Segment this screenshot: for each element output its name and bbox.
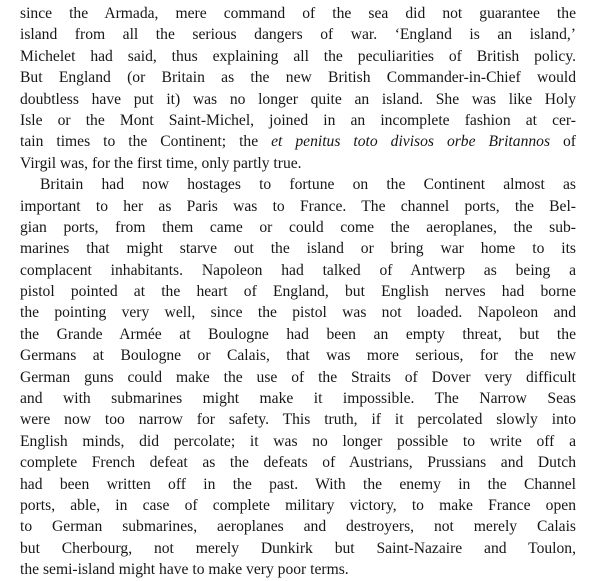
latin-quotation: et penitus toto divisos orbe Britannos <box>271 133 551 151</box>
text-line: pistol pointed at the heart of England, but English nerves had borne <box>20 283 576 301</box>
text-line: Virgil was, for the first time, only partly true. <box>20 154 302 172</box>
text-segment: of <box>550 133 576 151</box>
paragraph-1 <box>20 3 576 174</box>
text-line: were now too narrow for safety. This truth, if it percolated slowly into <box>20 411 576 429</box>
text-line: Germans at Boulogne or Calais, that was more serious, for the new <box>20 347 576 365</box>
text-segment: tain times to the Continent; the <box>20 133 272 151</box>
book-page <box>20 3 576 581</box>
text-line <box>20 131 576 152</box>
text-line: the semi-island might have to make very poor terms. <box>20 561 349 579</box>
text-line: ports, able, in case of complete military victory, to make France open <box>20 496 576 514</box>
text-line: German guns could make the use of the Straits of Dover very difficult <box>20 368 576 386</box>
text-line: But England (or Britain as the new British Commander-in-Chief would <box>20 69 576 87</box>
text-line: Isle or the Mont Saint-Michel, joined in an incomplete fashion at cer- <box>20 111 576 129</box>
text-line: to German submarines, aeroplanes and destroyers, not merely Calais <box>20 518 576 536</box>
text-line: since the Armada, mere command of the sea did not guarantee the <box>20 5 576 22</box>
text-line: doubtless have put it) was no longer quite an island. She was like Holy <box>20 90 576 108</box>
text-line: had been written off in the past. With the enemy in the Channel <box>20 475 576 493</box>
text-line: Michelet had said, thus explaining all the peculiarities of British policy. <box>20 47 576 65</box>
paragraph-2 <box>20 174 576 580</box>
text-line: the Grande Armée at Boulogne had been an empty threat, but the <box>20 325 576 343</box>
text-line: and with submarines might make it impossible. The Narrow Seas <box>20 390 576 408</box>
text-line: complacent inhabitants. Napoleon had talked of Antwerp as being a <box>20 261 576 279</box>
text-line: English minds, did percolate; it was no longer possible to write off a <box>20 432 576 450</box>
text-line: the pointing very well, since the pistol was not loaded. Napoleon and <box>20 304 576 322</box>
text-line: marines that might starve out the island or bring war home to its <box>20 240 576 258</box>
text-line: important to her as Paris was to France. The channel ports, the Bel- <box>20 197 576 215</box>
text-line: gian ports, from them came or could come the aeroplanes, the sub- <box>20 218 576 236</box>
text-line: complete French defeat as the defeats of Austrians, Prussians and Dutch <box>20 454 576 472</box>
text-line: Britain had now hostages to fortune on the Continent almost as <box>40 176 576 194</box>
text-line: but Cherbourg, not merely Dunkirk but Saint-Nazaire and Toulon, <box>20 539 576 557</box>
text-line: island from all the serious dangers of war. ‘England is an island,’ <box>20 26 576 44</box>
